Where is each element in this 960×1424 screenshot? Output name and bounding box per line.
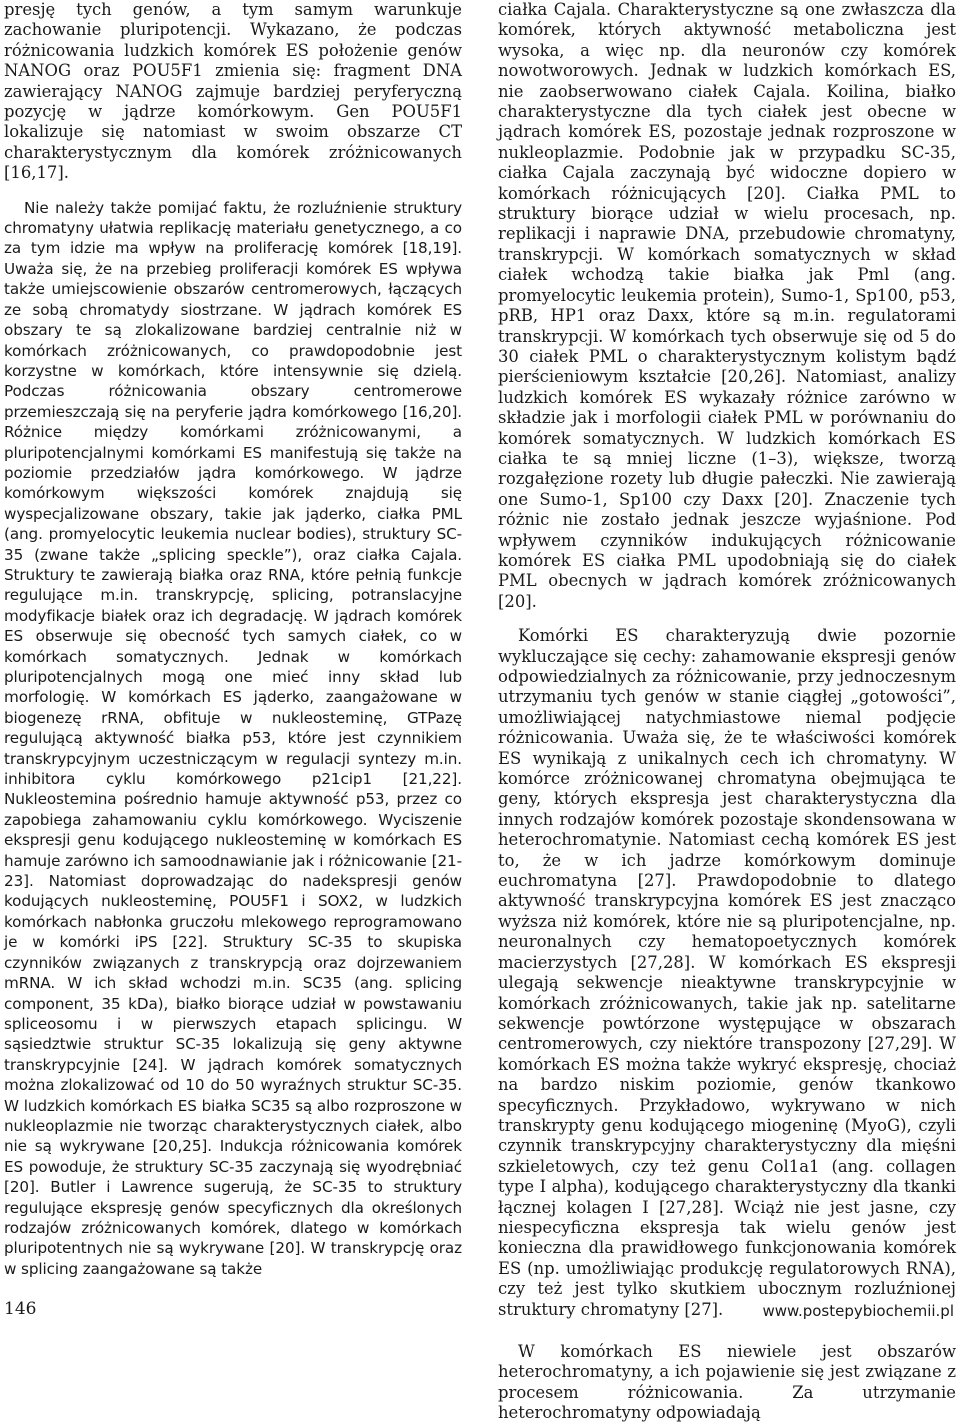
paragraph: W komórkach ES niewiele jest obszarów heterochromatyny, a ich pojawienie się jest związane z procesem różnicowania. Za utrzymanie heterochromatyny odpowiadają: [498, 1342, 956, 1423]
page-number: 146: [4, 1299, 37, 1319]
paragraph: Nie należy także pomijać faktu, że rozluźnienie struktury chromatyny ułatwia replikację materiału genetycznego, a co za tym idzie ma wpływ na proliferację komórek [18,19]. Uważa się, że na przebieg proliferacji komórek ES wpływa także umiejscowienie obszarów centromerowych, łączących ze sobą chromatydy siostrzane. W jądrach komórek ES obszary te są zlokalizowane bardziej centralnie niż w komórkach zróżnicowanych, co prawdopodobnie jest korzystne w komórkach, które intensywnie się dzielą. Podczas różnicowania obszary centromerowe przemieszczają się na peryferie jądra komórkowego [16,20]. Różnice między komórkami zróżnicowanymi, a pluripotencjalnymi komórkami ES manifestują się także na poziomie przedziałów jądra komórkowego. W jądrze komórkowym większości komórek znajdują się wyspecjalizowane obszary, takie jak jąderko, ciałka PML (ang. promyelocytic leukemia nuclear bodies), struktury SC-35 (zwane także „splicing speckle”), oraz ciałka Cajala. Struktury te zawierają białka oraz RNA, które pełnią funkcje regulujące m.in. transkrypcję, splicing, potranslacyjne modyfikacje białek oraz ich degradację. W jądrach komórek ES obserwuje się obecność tych samych ciałek, co w komórkach somatycznych. Jednak w komórkach pluripotencjalnych mogą one mieć inny skład lub morfologię. W komórkach ES jąderko, zaangażowane w biogenezę rRNA, obfituje w nukleosteminę, GTPazę regulującą aktywność białka p53, które jest czynnikiem transkrypcyjnym uczestniczącym w regulacji syntezy m.in. inhibitora cyklu komórkowego p21cip1 [21,22]. Nukleostemina pośrednio hamuje aktywność p53, przez co zapobiega zahamowaniu cyklu komórkowego. Wyciszenie ekspresji genu kodującego nukleosteminę w komórkach ES hamuje zarówno ich samoodnawianie jak i różnicowanie [21-23]. Natomiast doprowadzając do nadekspresji genów kodujących nukleosteminę, POU5F1 i SOX2, w ludzkich komórkach nabłonka gruczołu mlekowego reprogramowano je w komórki iPS [22]. Struktury SC-35 to skupiska czynników związanych z transkrypcją oraz dojrzewaniem mRNA. W ich skład wchodzi m.in. SC35 (ang. splicing component, 35 kDa), białko biorące udział w powstawaniu spliceosomu i w pierwszych etapach splicingu. W sąsiedztwie struktur SC-35 lokalizują się geny aktywne transkrypcyjnie [24]. W jądrach komórek somatycznych można zlokalizować od 10 do 50 wyraźnych struktur SC-35. W ludzkich komórkach ES białka SC35 są albo rozproszone w nukleoplazmie nie tworząc charakterystycznych ciałek, albo nie są wykrywane [20,25]. Indukcja różnicowania komórek ES powoduje, że struktury SC-35 zaczynają się wyodrębniać [20]. Butler i Lawrence sugerują, że SC-35 to struktury regulujące ekspresję genów specyficznych dla określonych rodzajów zróżnicowanych komórek, dlatego w komórkach pluripotentnych nie są wykrywane [20]. W transkrypcję oraz w splicing zaangażowane są także: [4, 198, 462, 1278]
paragraph: ciałka Cajala. Charakterystyczne są one zwłaszcza dla komórek, których aktywność metaboliczna jest wysoka, a więc np. dla neuronów czy komórek nowotworowych. Jednak w ludzkich komórkach ES, nie zaobserwowano ciałek Cajala. Koilina, białko charakterystyczne dla tych ciałek jest obecne w jądrach komórek ES, pozostaje jednak rozproszone w nukleoplazmie. Podobnie jak w przypadku SC-35, ciałka Cajala zaczynają być widoczne dopiero w komórkach różnicujących [20]. Ciałka PML to struktury biorące udział w wielu procesach, np. replikacji i naprawie DNA, przebudowie chromatyny, transkrypcji. W komórkach somatycznych w skład ciałek wchodzą takie białka jak Pml (ang. promyelocytic leukemia protein), Sumo-1, Sp100, p53, pRB, HP1 oraz Daxx, które są m.in. regulatorami transkrypcji. W komórkach tych obserwuje się od 5 do 30 ciałek PML o charakterystycznym kolistym bądź pierścieniowym kształcie [20,26]. Natomiast, analizy ludzkich komórek ES wykazały różnice zarówno w składzie jak i morfologii ciałek PML w porównaniu do komórek somatycznych. W ludzkich komórkach ES ciałka te są mniej liczne (1–3), większe, tworzą rozgałęzione rozety lub długie pałeczki. Nie zawierają one Sumo-1, Sp100 czy Daxx [20]. Znaczenie tych różnic nie zostało jednak jeszcze wyjaśnione. Pod wpływem czynników indukujących różnicowanie komórek ES ciałka PML upodobniają się do ciałek PML obecnych w jądrach komórek zróżnicowanych [20].: [498, 0, 956, 611]
journal-website[interactable]: www.postepybiochemii.pl: [762, 1302, 954, 1320]
paragraph: Komórki ES charakteryzują dwie pozornie wykluczające się cechy: zahamowanie ekspresji genów odpowiedzialnych za różnicowanie, przy jednoczesnym utrzymaniu tych genów w stanie ciągłej „gotowości”, umożliwiającej natychmiastowe niemal podjęcie różnicowania. Uważa się, że te właściwości komórek ES wynikają z unikalnych cech ich chromatyny. W komórce zróżnicowanej chromatyna obejmująca te geny, których ekspresja jest charakterystyczna dla innych rodzajów komórek pozostaje skondensowana w heterochromatynie. Natomiast cechą komórek ES jest to, że w ich jadrze komórkowym dominuje euchromatyna [27]. Prawdopodobnie to dlatego aktywność transkrypcyjna komórek ES jest znacząco wyższa niż komórek, które nie są pluripotencjalne, np. neuronalnych czy hematopoetycznych komórek macierzystych [27,28]. W komórkach ES ekspresji ulegają sekwencje nieaktywne transkrypcyjnie w komórkach zróżnicowanych, takie jak np. satelitarne sekwencje powtórzone występujące w obszarach centromerowych, czy niektóre transpozony [27,29]. W komórkach ES można także wykryć ekspresję, chociaż na bardzo niskim poziomie, genów tkankowo specyficznych. Przykładowo, wykrywano w nich transkrypty genu kodującego miogeninę (MyoG), czyli czynnik transkrypcyjny charakterystyczny dla mięśni szkieletowych, czy też genu Col1a1 (ang. collagen type I alpha), kodującego charakterystyczny dla tkanki łącznej kolagen I [27,28]. Wciąż nie jest jasne, czy niespecyficzna ekspresja tak wielu genów jest konieczna dla prawidłowego funkcjonowania komórek ES (np. umożliwiając produkcję regulatorowych RNA), czy też jest tylko skutkiem ubocznym rozluźnionej struktury chromatyny [27].: [498, 626, 956, 1319]
paragraph: presję tych genów, a tym samym warunkuje zachowanie pluripotencji. Wykazano, że podczas różnicowania ludzkich komórek ES położenie genów NANOG oraz POU5F1 zmienia się: fragment DNA zawierający NANOG zajmuje bardziej peryferyczną pozycję w jądrze komórkowym. Gen POU5F1 lokalizuje się natomiast w swoim obszarze CT charakterystycznym dla komórek zróżnicowanych [16,17].: [4, 0, 462, 183]
right-column: [498, 0, 956, 1424]
left-column: [4, 0, 462, 1279]
